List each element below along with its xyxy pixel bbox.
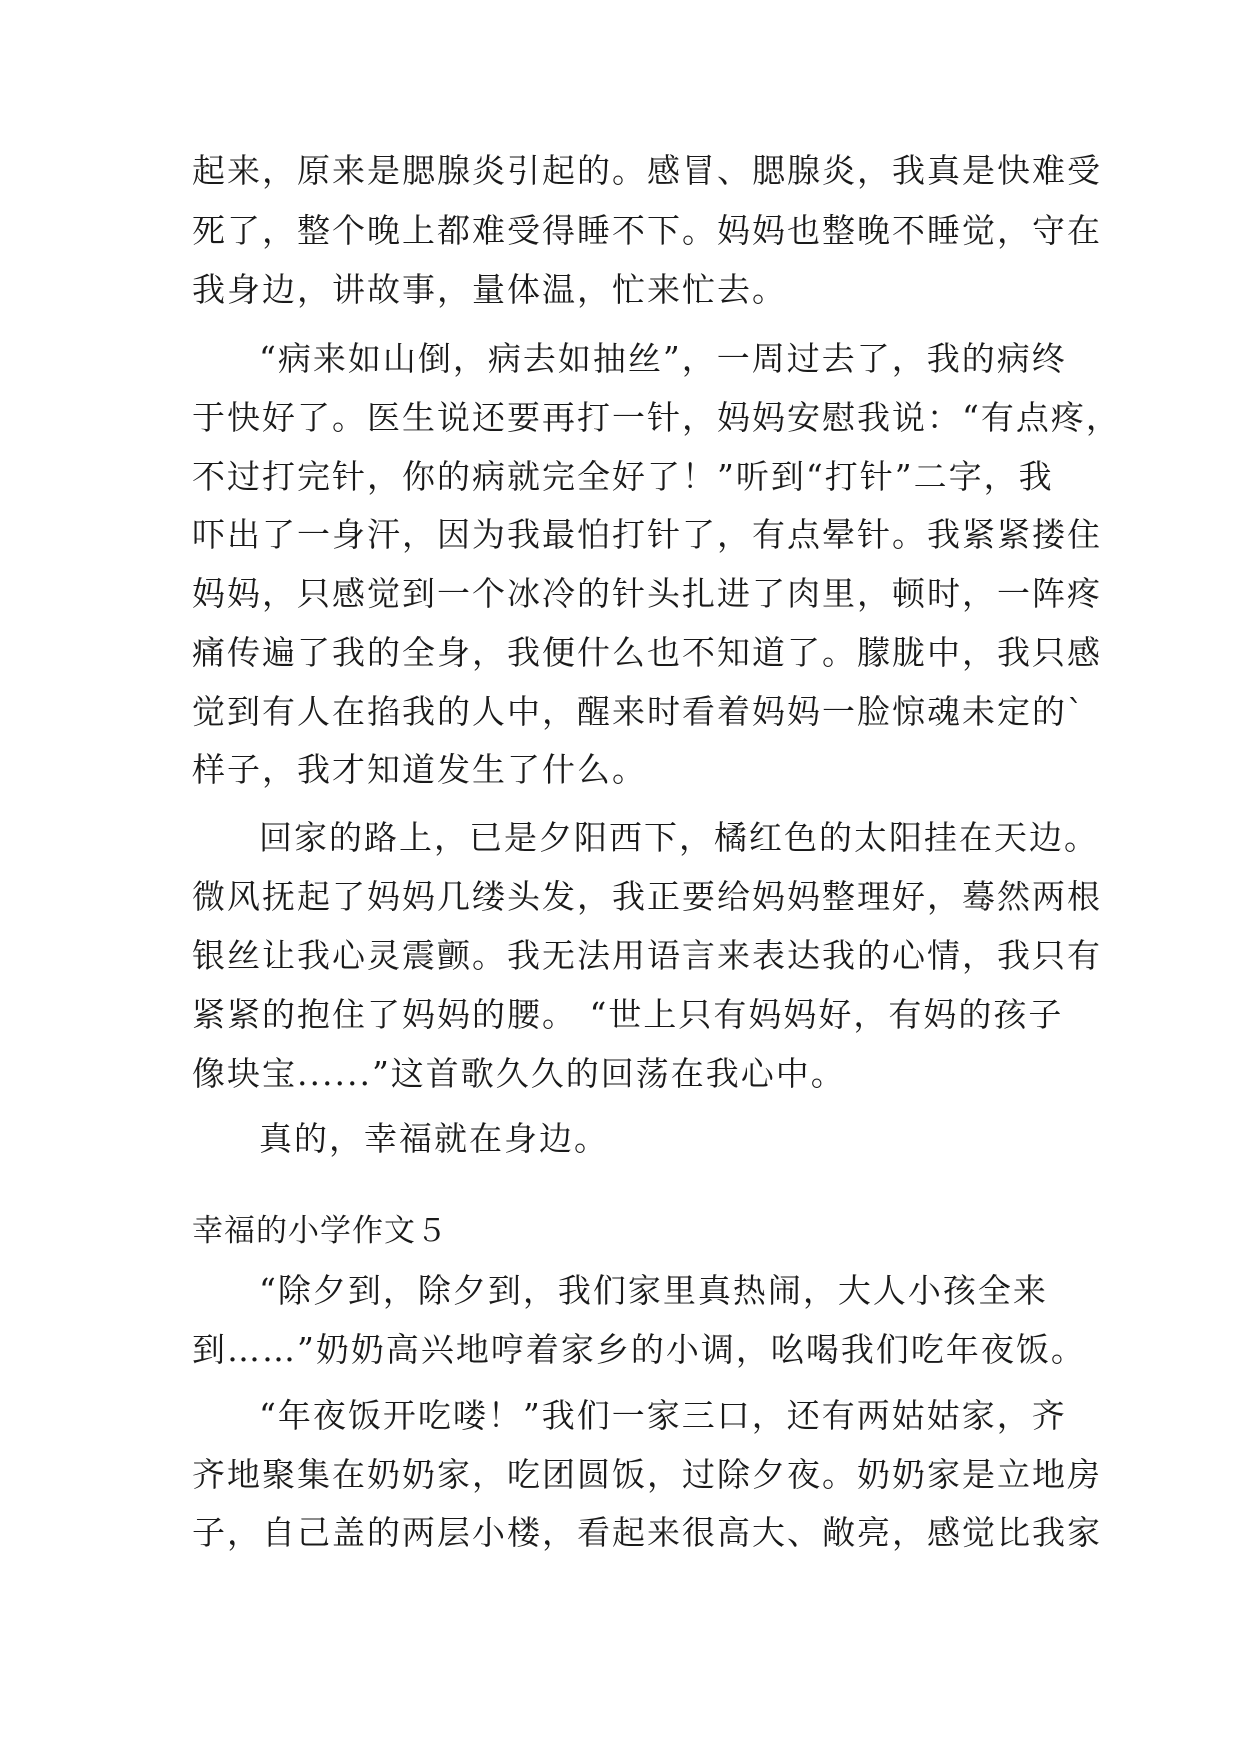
paragraph-line: 妈妈，只感觉到一个冰冷的针头扎进了肉里，顿时，一阵疼: [192, 574, 1102, 613]
paragraph-line: 像块宝......”这首歌久久的回荡在我心中。: [192, 1054, 846, 1093]
paragraph-line: 回家的路上，已是夕阳西下，橘红色的太阳挂在天边。: [259, 818, 1099, 857]
paragraph-line: 不过打完针，你的病就完全好了！”听到“打针”二字，我: [192, 457, 1054, 496]
paragraph-line: 样子，我才知道发生了什么。: [192, 750, 647, 789]
paragraph-line: 紧紧的抱住了妈妈的腰。 “世上只有妈妈好，有妈的孩子: [192, 995, 1064, 1034]
paragraph-line: 子，自己盖的两层小楼，看起来很高大、敞亮，感觉比我家: [192, 1513, 1102, 1552]
paragraph-line: 痛传遍了我的全身，我便什么也不知道了。朦胧中，我只感: [192, 633, 1102, 672]
paragraph-line: “病来如山倒，病去如抽丝”，一周过去了，我的病终: [259, 339, 1067, 378]
paragraph-line: 于快好了。医生说还要再打一针，妈妈安慰我说：“有点疼，: [192, 398, 1121, 437]
paragraph-line: “年夜饭开吃喽！”我们一家三口，还有两姑姑家，齐: [259, 1396, 1067, 1435]
paragraph-line: 到……”奶奶高兴地哼着家乡的小调，吆喝我们吃年夜饭。: [192, 1330, 1086, 1369]
paragraph-line: 起来，原来是腮腺炎引起的。感冒、腮腺炎，我真是快难受: [192, 151, 1102, 190]
paragraph-line: 银丝让我心灵震颤。我无法用语言来表达我的心情，我只有: [192, 936, 1102, 975]
paragraph-line: 死了，整个晚上都难受得睡不下。妈妈也整晚不睡觉，守在: [192, 211, 1102, 250]
section-title: 幸福的小学作文５: [192, 1213, 448, 1249]
paragraph-line: 齐地聚集在奶奶家，吃团圆饭，过除夕夜。奶奶家是立地房: [192, 1455, 1102, 1494]
paragraph-line: 吓出了一身汗，因为我最怕打针了，有点晕针。我紧紧搂住: [192, 515, 1102, 554]
paragraph-line: “除夕到，除夕到，我们家里真热闹，大人小孩全来: [259, 1271, 1048, 1310]
paragraph-line: 微风抚起了妈妈几缕头发，我正要给妈妈整理好，蓦然两根: [192, 877, 1102, 916]
paragraph-line: 我身边，讲故事，量体温，忙来忙去。: [192, 270, 787, 309]
paragraph-line: 真的，幸福就在身边。: [259, 1119, 609, 1158]
paragraph-line: 觉到有人在掐我的人中，醒来时看着妈妈一脸惊魂未定的`: [192, 692, 1086, 731]
